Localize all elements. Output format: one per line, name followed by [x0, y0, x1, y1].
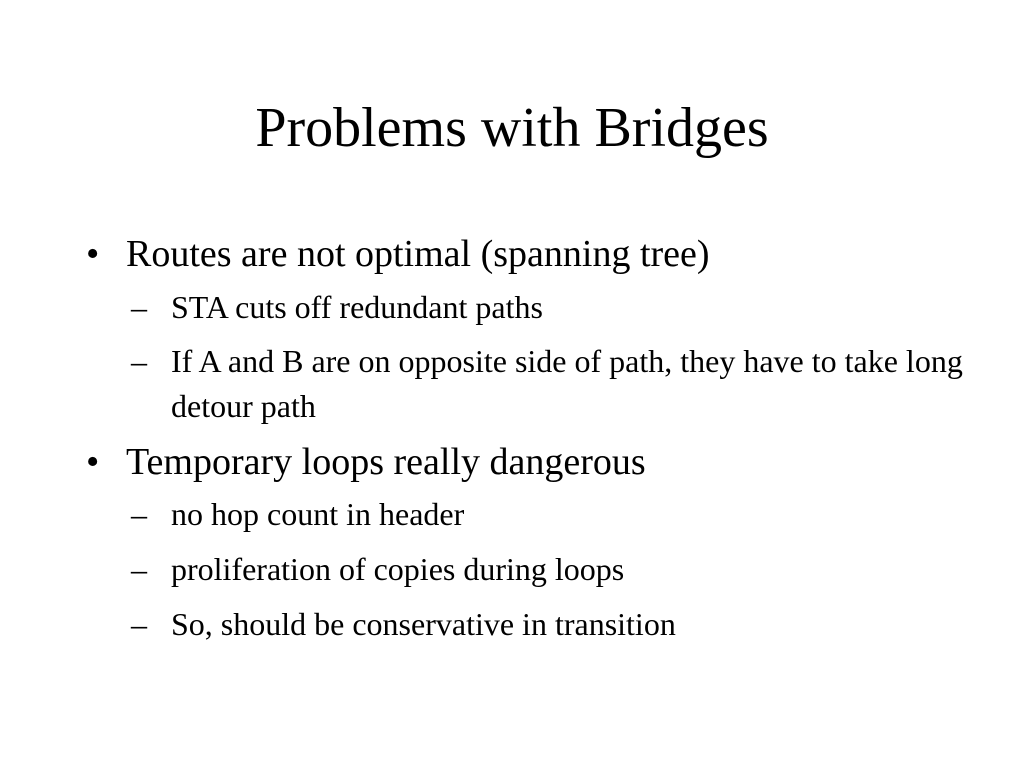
bullet-text: Routes are not optimal (spanning tree): [126, 233, 710, 275]
sub-bullet-item: [131, 339, 966, 429]
bullet-item: [86, 231, 966, 279]
sub-bullet-item: [131, 547, 966, 592]
sub-bullet-text: If A and B are on opposite side of path, they have to take long detour path: [171, 343, 963, 425]
dash-marker: –: [131, 605, 147, 642]
sub-bullet-text: So, should be conservative in transition: [171, 605, 676, 642]
dash-marker: –: [131, 343, 147, 380]
bullet-marker: •: [86, 440, 100, 483]
dash-marker: –: [131, 551, 147, 588]
sub-bullet-text: no hop count in header: [171, 496, 465, 533]
bullet-item: [86, 439, 966, 487]
sub-bullet-item: [131, 602, 966, 647]
sub-bullet-item: [131, 492, 966, 537]
dash-marker: –: [131, 288, 147, 325]
bullet-list: [86, 231, 966, 657]
dash-marker: –: [131, 496, 147, 533]
bullet-marker: •: [86, 233, 100, 275]
sub-bullet-text: STA cuts off redundant paths: [171, 288, 543, 325]
sub-bullet-item: [131, 285, 966, 330]
sub-bullet-text: proliferation of copies during loops: [171, 551, 625, 588]
slide-title: Problems with Bridges: [255, 97, 769, 159]
bullet-text: Temporary loops really dangerous: [126, 440, 646, 483]
